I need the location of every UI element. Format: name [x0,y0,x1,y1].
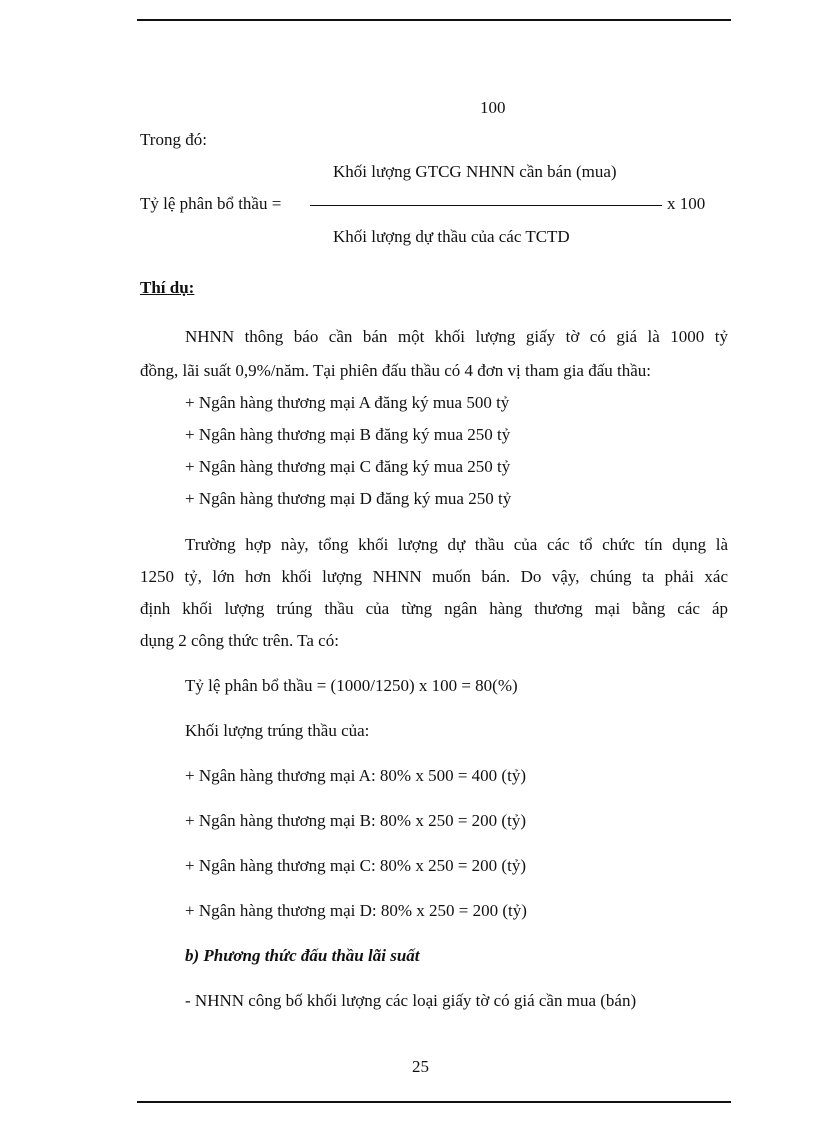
bid-c: + Ngân hàng thương mại C đăng ký mua 250 tỷ [185,457,511,476]
formula-numerator: Khối lượng GTCG NHNN cần bán (mua) [333,162,617,181]
fraction-line [310,205,662,206]
bid-a: + Ngân hàng thương mại A đăng ký mua 500 tỷ [185,393,510,412]
bid-b: + Ngân hàng thương mại B đăng ký mua 250 tỷ [185,425,511,444]
result-b: + Ngân hàng thương mại B: 80% x 250 = 200 (tỷ) [185,811,526,830]
result-a: + Ngân hàng thương mại A: 80% x 500 = 400 (tỷ) [185,766,526,785]
winning-label: Khối lượng trúng thầu của: [185,721,370,740]
formula-denominator: Khối lượng dự thầu của các TCTD [333,227,570,246]
result-d: + Ngân hàng thương mại D: 80% x 250 = 200 (tỷ) [185,901,527,920]
case-line-4: dụng 2 công thức trên. Ta có: [140,631,339,650]
ratio-line: Tỷ lệ phân bổ thầu = (1000/1250) x 100 = 80(%) [185,676,518,695]
page-number: 25 [412,1057,429,1076]
formula-multiplier: x 100 [667,194,706,213]
section-b-line: - NHNN công bố khối lượng các loại giấy tờ có giá cần mua (bán) [185,991,637,1010]
intro-line-2: đồng, lãi suất 0,9%/năm. Tại phiên đấu thầu có 4 đơn vị tham gia đấu thầu: [140,361,652,380]
bid-d: + Ngân hàng thương mại D đăng ký mua 250 tỷ [185,489,512,508]
case-line-3: định khối lượng trúng thầu của từng ngân hàng thương mại bằng các áp [140,599,728,618]
header-rule [137,19,731,21]
case-line-2: 1250 tỷ, lớn hơn khối lượng NHNN muốn bán. Do vậy, chúng ta phải xác [140,567,728,586]
where-label: Trong đó: [140,130,207,149]
intro-line-1: NHNN thông báo cần bán một khối lượng giấy tờ có giá là 1000 tỷ [185,327,728,346]
result-c: + Ngân hàng thương mại C: 80% x 250 = 200 (tỷ) [185,856,526,875]
page-top-number: 100 [480,98,506,117]
section-b-heading: b) Phương thức đấu thầu lãi suất [185,946,420,965]
example-heading: Thí dụ: [140,278,195,297]
footer-rule [137,1101,731,1103]
case-line-1: Trường hợp này, tổng khối lượng dự thầu của các tổ chức tín dụng là [185,535,728,554]
formula-lhs: Tỷ lệ phân bổ thầu = [140,194,282,213]
